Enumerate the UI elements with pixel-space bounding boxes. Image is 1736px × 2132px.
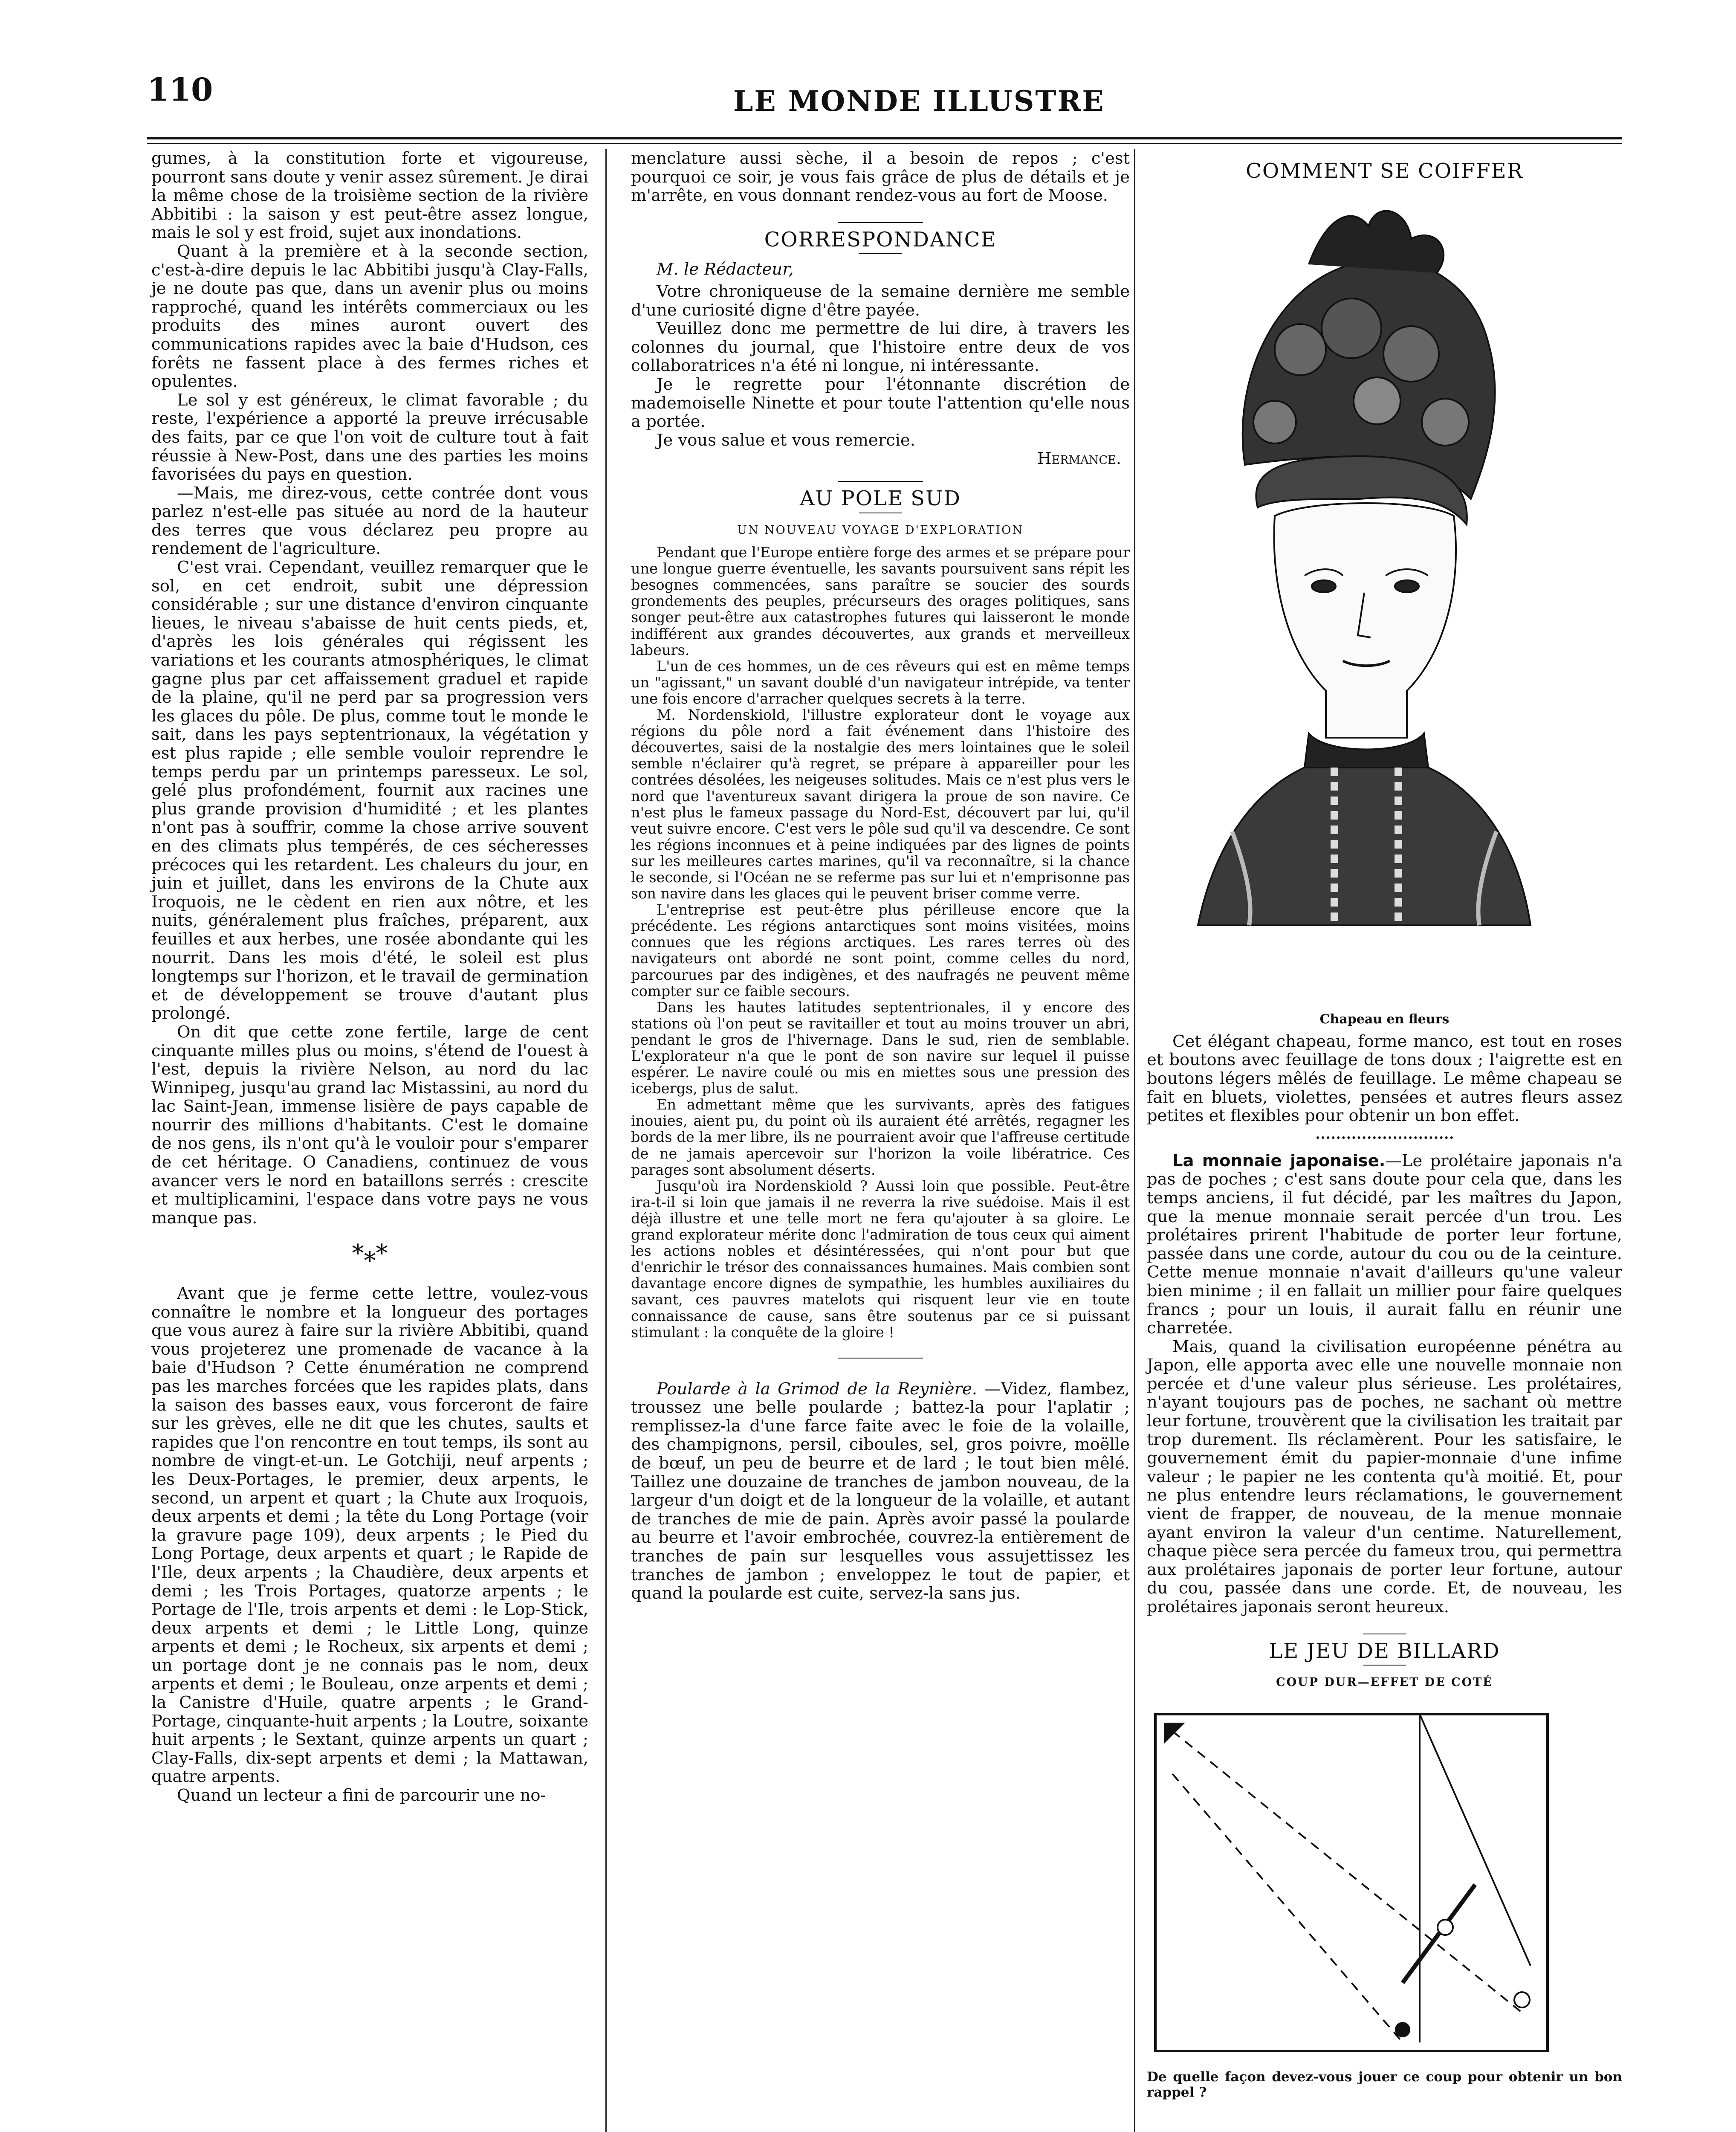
paragraph: Avant que je ferme cette lettre, voulez-vous connaître le nombre et la longueur des portages que vous aurez à faire sur la rivière Abbitibi, quand vous projeterez une promenade de vacance à la baie d'Hudson ? Cette énumération ne comprend pas les marches forcées que les rapides plats, dans la saison des basses eaux, vous forceront de faire sur les grèves, elle ne dit que les chutes, saults et rapides que l'on rencontre en tout temps, ils sont au nombre de vingt-et-un. Le Gotchiji, neuf arpents ; les Deux-Portages, le premier, deux arpents, le second, un arpent et quart ; la Chute aux Iroquois, deux arpents et demi ; la tête du Long Portage (voir la gravure page 109), deux arpents ; le Pied du Long Portage, deux arpents et quart ; le Rapide de l'Ile, deux arpents ; la Chaudière, deux arpents et demi ; les Trois Portages, quatorze arpents ; le Portage de l'Ile, trois arpents et demi : le Lop-Stick, deux arpents et demi ; le Little Long, quinze arpents et demi ; le Rocheux, six arpents et demi ; un portage dont je ne connais pas le nom, deux arpents et demi ; le Bouleau, onze arpents et demi ; la Canistre d'Huile, quatre arpents ; le Grand-Portage, cinquante-huit arpents ; la Loutre, soixante huit arpents ; le Sextant, quinze arpents un quart ; Clay-Falls, dix-sept arpents et demi ; la Mattawan, quatre arpents. [151, 1284, 588, 1787]
column-1 [151, 149, 588, 1805]
letter-signature: Hermance. [1037, 449, 1121, 469]
paragraph: menclature aussi sèche, il a besoin de repos ; c'est pourquoi ce soir, je vous fais grâce de plus de détails et je m'arrête, en vous donnant rendez-vous au fort de Moose. [631, 149, 1130, 206]
cue-stick [1403, 1885, 1475, 1983]
column-3 [1147, 149, 1622, 2100]
cue-path [1172, 1731, 1522, 2013]
pole-sud-heading: AU POLE SUD [799, 486, 961, 510]
paragraph: Jusqu'où ira Nordenskiold ? Aussi loin que possible. Peut-être ira-t-il si loin que jamais il ne reverra la rive suédoise. Mais il est déjà illustre et une telle mort ne fera qu'ajouter à sa gloire. Le grand explorateur mérite donc l'admiration de tous ceux qui aiment les actions nobles et désintéressées, qui n'ont pour but que d'enrichir le trésor des connaissances humaines. Mais combien sont davantage encore dignes de sympathie, les humbles auxiliaires du savant, ces pauvres matelots qui risquent leur vie en toute connaissance de cause, sans être soutenus par ce si puissant stimulant : la conquête de la gloire ! [631, 1177, 1130, 1341]
paragraph: M. Nordenskiold, l'illustre explorateur dont le voyage aux régions du pôle nord a fait événement dans l'histoire des découvertes, saisi de la nostalgie des mers lointaines que le soleil semble n'éclairer qu'à regret, se prépare à appareiller pour les contrées désolées, les neigeuses solitudes. Mais ce n'est plus vers le nord que l'aventureux savant dirigera la proue de son navire. Ce n'est plus le fameux passage du Nord-Est, découvert par lui, qu'il veut suivre encore. C'est vers le pôle sud qu'il va descendre. Ce sont les régions inconnues et à peine indiquées par des lignes de points sur les meilleures cartes marines, qu'il va reconnaître, si la chance le seconde, si l'Océan ne se referme pas sur lui et n'emprisonne pas son navire dans les glaces qui le peuvent briser comme verre. [631, 707, 1130, 902]
illustration-caption: Chapeau en fleurs [1319, 1012, 1450, 1027]
object-ball [1438, 1920, 1453, 1935]
column-divider-1 [605, 149, 607, 2132]
header-rule-thin [147, 143, 1622, 144]
paragraph: gumes, à la constitution forte et vigoureuse, pourront sans doute y venir assez sûrement. Je dirai la même chose de la troisième section de la rivière Abbitibi : la saison y est peut-être assez longue, mais le sol y est froid, sujet aux inondations. [151, 149, 588, 243]
ball-path [1172, 1774, 1403, 2042]
paragraph: —Mais, me direz-vous, cette contrée dont vous parlez n'est-elle pas située au nord de la hauteur des terres que vous déclarez peu propre au rendement de l'agriculture. [151, 483, 588, 559]
paragraph: En admettant même que les survivants, après des fatigues inouies, aient pu, du point où ils auraient été arrêtés, regagner les bords de la mer libre, ils ne pourraient avoir que l'affreuse certitude de ne jamais apercevoir sur l'horizon la voile libératrice. Ces parages sont absolument déserts. [631, 1096, 1130, 1178]
monnaie-text: —Le prolétaire japonais n'a pas de poches ; c'est sans doute pour cela que, dans les temps anciens, il fut décidé, par les maîtres du Japon, que la menue monnaie serait percée d'un trou. Les prolétaires prirent l'habitude de porter leur fortune, passée dans une corde, autour du cou ou de la ceinture. Cette menue monnaie n'avait d'ailleurs qu'une valeur bien minime ; il en fallait un millier pour faire quelques francs ; pour un louis, il aurait fallu en réunir une charretée. [1147, 1151, 1622, 1338]
separator [838, 222, 923, 223]
paragraph: Le sol y est généreux, le climat favorable ; du reste, l'expérience a apporté la preuve irrécusable des faits, par ce que l'on voit de culture tout à fait réussie à New-Post, dans une des parties les moins favorisées du pays en question. [151, 390, 588, 484]
letter-paragraph: Je vous salue et vous remercie. [657, 430, 916, 450]
rebound-line [1420, 1714, 1531, 2042]
page-number: 110 [147, 72, 213, 108]
correspondance-heading: CORRESPONDANCE [764, 227, 997, 252]
recipe-paragraph [631, 1380, 1130, 1603]
separator [1363, 1665, 1406, 1666]
paragraph: L'un de ces hommes, un de ces rêveurs qui est en même temps un "agissant," un savant doublé d'un navigateur intrépide, va tenter une fois encore d'arracher quelques secrets à la terre. [631, 658, 1130, 707]
paragraph: L'entreprise est peut-être plus périlleuse encore que la précédente. Les régions antarctiques sont moins visitées, moins connues que les régions arctiques. Les rares terres où des navigateurs ont abordé ne sont point, comme celles du nord, parcourues par des indigènes, et des naufragés ne peuvent même compter sur ce faible secours. [631, 901, 1130, 999]
section-dinkus: *⁎* [352, 1240, 388, 1268]
pole-sud-subtitle: UN NOUVEAU VOYAGE D'EXPLORATION [737, 523, 1024, 537]
corner-mark [1164, 1723, 1185, 1744]
paragraph: Dans les hautes latitudes septentrionales, il y encore des stations où l'on peut se ravitailler et tout au moins trouver un abri, pendant le gros de l'hivernage. Dans le sud, rien de semblable. L'explorateur n'a que le pont de son navire sur lequel il puisse espérer. Le navire coulé ou mis en miettes sous une pression des icebergs, plus de salut. [631, 999, 1130, 1097]
monnaie-paragraph [1147, 1152, 1622, 1338]
coiffer-heading: COMMENT SE COIFFER [1246, 159, 1523, 183]
column-divider-2 [1134, 149, 1135, 2132]
separator [859, 253, 902, 254]
separator [838, 1358, 923, 1359]
recipe-title: Poularde à la Grimod de la Reynière. [657, 1379, 977, 1399]
letter-salutation: M. le Rédacteur, [657, 260, 794, 279]
paragraph: Quand un lecteur a fini de parcourir une no- [177, 1786, 546, 1805]
column-2 [631, 149, 1130, 1603]
letter-paragraph: Je le regrette pour l'étonnante discrétion de mademoiselle Ninette et pour toute l'attention qu'elle nous a portée. [631, 374, 1130, 432]
masthead: LE MONDE ILLUSTRE [733, 84, 1105, 118]
billiard-diagram [1147, 1706, 1556, 2060]
cue-ball [1395, 2022, 1410, 2037]
header-rule [147, 137, 1622, 139]
billiard-subtitle: COUP DUR—EFFET DE COTÉ [1276, 1676, 1493, 1689]
pole-sud-article [631, 545, 1130, 1341]
paragraph: Cet élégant chapeau, forme manco, est tout en roses et boutons avec feuillage de tons doux ; l'aigrette est en boutons légers mêlés de feuillage. Le même chapeau se fait en bluets, violettes, pensées et autres fleurs assez petites et flexibles pour obtenir un bon effet. [1147, 1031, 1622, 1126]
woman-hat-illustration [1147, 200, 1573, 1002]
paragraph: On dit que cette zone fertile, large de cent cinquante milles plus ou moins, s'étend de l'ouest à l'est, depuis la rivière Nelson, au nord du lac Winnipeg, jusqu'au grand lac Mistassini, au nord du lac Saint-Jean, immense lisière de pays capable de nourrir des millions d'habitants. C'est le domaine de nos gens, ils n'ont qu'à le vouloir pour s'emparer de cet héritage. O Canadiens, continuez de vous avancer vers le nord en bataillons serrés : crescite et multiplicamini, l'espace dans votre pays ne vous manque pas. [151, 1022, 588, 1228]
monnaie-title: La monnaie japonaise. [1172, 1151, 1386, 1170]
letter-paragraph: Votre chroniqueuse de la semaine dernière me semble d'une curiosité digne d'être payée. [631, 281, 1130, 320]
paragraph: Quant à la première et à la seconde section, c'est-à-dire depuis le lac Abbitibi jusqu'à Clay-Falls, je ne doute pas que, dans un avenir plus ou moins rapproché, quand les intérêts commerciaux ou les produits des mines auront ouvert des communications rapides avec la baie d'Hudson, ces forêts ne fassent place à des fermes riches et opulentes. [151, 241, 588, 391]
billiard-caption: De quelle façon devez-vous jouer ce coup pour obtenir un bon rappel ? [1147, 2069, 1622, 2100]
paragraph: C'est vrai. Cependant, veuillez remarquer que le sol, en cet endroit, subit une dépression considérable ; sur une distance d'environ cinquante lieues, le niveau s'abaisse de huit cents pieds, et, d'après les lois générales qui régissent les variations et les courants atmosphériques, le climat gagne plus par cet affaissement graduel et rapide de la plaine, qu'il ne perd par sa progression vers les glaces du pôle. De plus, comme tout le monde le sait, dans les pays septentrionaux, la végétation y est plus rapide ; elle semble vouloir reprendre le temps perdu par un printemps paresseux. Le sol, gelé plus profondément, fournit aux racines une plus grande provision d'humidité ; et les plantes n'ont pas à souffrir, comme la chose arrive souvent en des climats plus tempérés, de ces sécheresses précoces qui les retardent. Les chaleurs du jour, en juin et juillet, dans les environs de la Chute aux Iroquois, ne le cèdent en rien aux nôtre, et les nuits, généralement plus fraîches, préparent, aux feuilles et aux herbes, une rosée abondante qui les nourrit. Dans les mois d'été, le soleil est plus longtemps sur l'horizon, et le travail de germination et de développement se trouve d'autant plus prolongé. [151, 558, 588, 1023]
paragraph: Pendant que l'Europe entière forge des armes et se prépare pour une longue guerre éventuelle, les savants poursuivent sans répit les besognes commencées, sans paraître se soucier des sourds grondements des peuples, précurseurs des orages politiques, sans songer peut-être aux catastrophes futures qui laisseront le monde indifférent aux grandes découvertes, aux grands et merveilleux labeurs. [631, 544, 1130, 658]
dotted-separator [1316, 1136, 1453, 1139]
billiard-heading: LE JEU DE BILLARD [1269, 1639, 1500, 1663]
letter-paragraph: Veuillez donc me permettre de lui dire, à travers les colonnes du journal, que l'histoire entre deux de vos collaboratrices n'a été ni longue, ni intéressante. [631, 319, 1130, 376]
paragraph: Mais, quand la civilisation européenne pénétra au Japon, elle apporta avec elle une nouvelle monnaie non percée et d'une valeur plus sérieuse. Les prolétaires, n'ayant toujours pas de poches, ne sachant où mettre leur fortune, trouvèrent que la civilisation les traitait par trop durement. Ils réclamèrent. Pour les satisfaire, le gouvernement émit du papier-monnaie d'une infime valeur ; le papier ne les contenta qu'à moitié. Et, pour ne plus entendre leurs réclamations, le gouvernement vient de frapper, de nouveau, de la menue monnaie ayant environ la valeur d'un centime. Naturellement, chaque pièce sera percée du fameux trou, qui permettra aux prolétaires japonais de porter leur fortune, autour du cou, passée dans une corde. Et, de nouveau, les prolétaires japonais seront heureux. [1147, 1337, 1622, 1616]
recipe-text: —Videz, flambez, troussez une belle poularde ; battez-la pour l'aplatir ; remplissez-la d'une farce faite avec le foie de la volaille, des champignons, persil, ciboules, sel, gros poivre, moëlle de bœuf, un peu de beurre et de lard ; le tout bien mêlé. Taillez une douzaine de tranches de jambon nouveau, de la largeur d'un doigt et de la longueur de la volaille, et autant de tranches de mie de pain. Après avoir passé la poularde au beurre et l'avoir embrochée, couvrez-la entièrement de tranches de pain sur lesquelles vous assujettissez les tranches de jambon ; enveloppez le tout de papier, et quand la poularde est cuite, servez-la sans jus. [631, 1379, 1130, 1603]
separator [838, 481, 923, 482]
target-ball [1514, 1992, 1530, 2007]
